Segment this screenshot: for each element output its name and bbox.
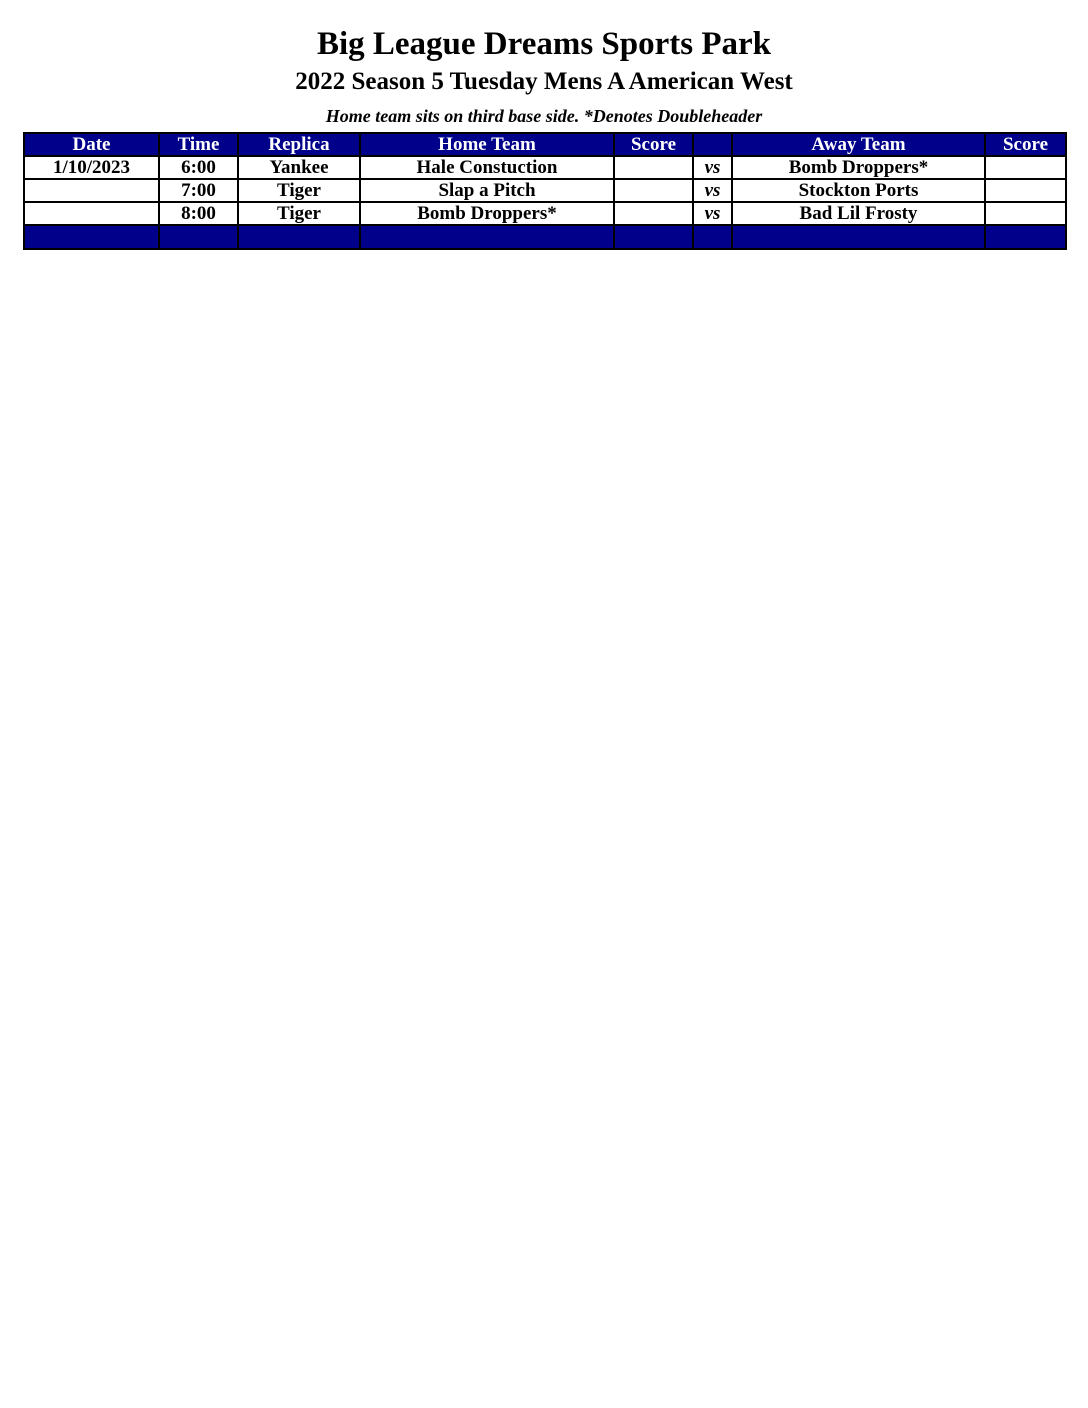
column-header-replica: Replica [238,133,360,156]
cell-date: 1/10/2023 [24,156,159,179]
column-header-time: Time [159,133,238,156]
page-title: Big League Dreams Sports Park [316,26,772,62]
cell-replica: Tiger [238,179,360,202]
cell-away-team: Bomb Droppers* [732,156,985,179]
cell-time: 8:00 [159,202,238,225]
cell-home-team: Bomb Droppers* [360,202,614,225]
footer-cell [693,225,732,249]
cell-away-team: Stockton Ports [732,179,985,202]
column-header-away-score: Score [985,133,1066,156]
cell-home-team: Slap a Pitch [360,179,614,202]
cell-vs: vs [693,179,732,202]
schedule-table [23,132,1067,250]
cell-away-score [985,202,1066,225]
footer-cell [238,225,360,249]
column-header-home-score: Score [614,133,693,156]
cell-replica: Yankee [238,156,360,179]
table-row [24,179,1066,202]
cell-home-score [614,179,693,202]
cell-home-score [614,156,693,179]
cell-vs: vs [693,156,732,179]
column-header-away-team: Away Team [732,133,985,156]
table-footer-row [24,225,1066,249]
cell-away-score [985,156,1066,179]
cell-time: 6:00 [159,156,238,179]
column-header-vs [693,133,732,156]
cell-away-score [985,179,1066,202]
table-row [24,202,1066,225]
cell-home-score [614,202,693,225]
cell-vs: vs [693,202,732,225]
cell-away-team: Bad Lil Frosty [732,202,985,225]
cell-date [24,179,159,202]
column-header-date: Date [24,133,159,156]
table-row [24,156,1066,179]
footer-cell [985,225,1066,249]
footer-cell [614,225,693,249]
cell-home-team: Hale Constuction [360,156,614,179]
footer-cell [360,225,614,249]
footer-cell [732,225,985,249]
footer-cell [24,225,159,249]
table-header-row [24,133,1066,156]
cell-date [24,202,159,225]
footer-cell [159,225,238,249]
doubleheader-note: Home team sits on third base side. *Denotes Doubleheader [325,106,763,126]
cell-time: 7:00 [159,179,238,202]
column-header-home-team: Home Team [360,133,614,156]
page-subtitle: 2022 Season 5 Tuesday Mens A American West [295,68,793,95]
cell-replica: Tiger [238,202,360,225]
